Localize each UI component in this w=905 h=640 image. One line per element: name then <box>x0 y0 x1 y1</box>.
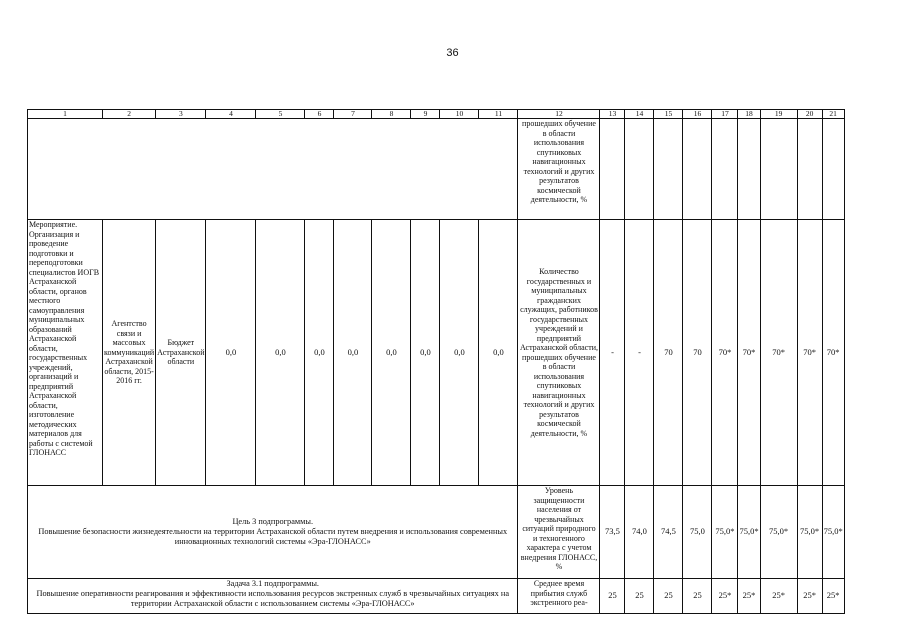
indicator-cell: Уровень защищенности населения от чрезвычайных ситуаций природного и техногенного характера с учетом внедрения ГЛОНАСС, % <box>518 486 600 579</box>
column-number-cell: 7 <box>334 110 372 119</box>
table-row <box>28 486 845 579</box>
funding-source-cell: Бюджет Астраханской области <box>156 220 206 486</box>
column-number-cell: 19 <box>760 110 797 119</box>
column-number-cell: 21 <box>822 110 844 119</box>
column-number-cell: 4 <box>206 110 256 119</box>
column-number-cell: 3 <box>156 110 206 119</box>
column-number-cell: 5 <box>256 110 305 119</box>
empty-cell <box>683 119 712 220</box>
indicator-value-cell: 75,0* <box>712 486 738 579</box>
indicator-value-cell: 25 <box>654 579 683 614</box>
indicator-value-cell: 70 <box>683 220 712 486</box>
indicator-value-cell: 70* <box>760 220 797 486</box>
task-cell <box>28 579 518 614</box>
column-number-cell: 20 <box>797 110 822 119</box>
column-number-cell: 13 <box>600 110 625 119</box>
column-number-cell: 15 <box>654 110 683 119</box>
column-number-cell: 17 <box>712 110 738 119</box>
column-number-row <box>28 110 845 119</box>
indicator-cell: Количество государственных и муниципальных гражданских служащих, работников государственных учреждений и предприятий Астраханской области, прошедших обучение в области использования спутниковых навигационных технологий и других результатов космической деятельности, % <box>518 220 600 486</box>
indicator-value-cell: 70* <box>738 220 760 486</box>
indicator-cell: Среднее время прибытия служб экстренного реа- <box>518 579 600 614</box>
table-row <box>28 119 845 220</box>
empty-cell <box>760 119 797 220</box>
page-number: 36 <box>446 47 459 59</box>
indicator-value-cell: 25* <box>822 579 844 614</box>
funding-value-cell: 0,0 <box>411 220 440 486</box>
task-title: Задача 3.1 подпрограммы. <box>226 579 319 588</box>
column-number-cell: 18 <box>738 110 760 119</box>
indicator-value-cell: 75,0* <box>760 486 797 579</box>
empty-cell <box>625 119 654 220</box>
indicator-value-cell: 73,5 <box>600 486 625 579</box>
funding-value-cell: 0,0 <box>256 220 305 486</box>
column-number-cell: 10 <box>440 110 479 119</box>
indicator-value-cell: 70 <box>654 220 683 486</box>
column-number-cell: 11 <box>479 110 518 119</box>
empty-cell <box>797 119 822 220</box>
indicator-value-cell: 74,5 <box>654 486 683 579</box>
column-number-cell: 8 <box>372 110 411 119</box>
column-number-cell: 9 <box>411 110 440 119</box>
indicators-table <box>27 109 845 614</box>
indicator-value-cell: 74,0 <box>625 486 654 579</box>
indicator-value-cell: 25 <box>683 579 712 614</box>
goal-text: Повышение безопасности жизнедеятельности на территории Астраханской области путем внедрения и использования современных инновационных технологий системы «Эра-ГЛОНАСС» <box>38 527 508 546</box>
table-row <box>28 579 845 614</box>
indicator-value-cell: 70* <box>822 220 844 486</box>
column-number-cell: 6 <box>305 110 334 119</box>
funding-value-cell: 0,0 <box>440 220 479 486</box>
task-text: Повышение оперативности реагирования и эффективности использования ресурсов экстренных служб в чрезвычайных ситуациях на территории Астраханской области с использованием системы «Эра-ГЛОНАСС» <box>36 589 510 608</box>
funding-value-cell: 0,0 <box>372 220 411 486</box>
event-description-cell: Мероприятие. Организация и проведение подготовки и переподготовки специалистов ИОГВ Астраханской области, органов местного самоуправления муниципальных образований Астраханской области, государственных учреждений, организаций и предприятий Астраханской области, изготовление методических материалов для работы с системой ГЛОНАСС <box>28 220 103 486</box>
indicator-value-cell: 75,0 <box>683 486 712 579</box>
empty-cell <box>654 119 683 220</box>
column-number-cell: 2 <box>103 110 156 119</box>
funding-value-cell: 0,0 <box>479 220 518 486</box>
empty-cell <box>822 119 844 220</box>
indicator-value-cell: 75,0* <box>738 486 760 579</box>
indicator-cell: прошедших обучение в области использования спутниковых навигационных технологий и других результатов космической деятельности, % <box>518 119 600 220</box>
funding-value-cell: 0,0 <box>206 220 256 486</box>
empty-cell <box>712 119 738 220</box>
indicator-value-cell: 75,0* <box>797 486 822 579</box>
indicator-value-cell: 25* <box>797 579 822 614</box>
empty-cell <box>28 119 518 220</box>
column-number-cell: 16 <box>683 110 712 119</box>
indicator-value-cell: - <box>625 220 654 486</box>
column-number-cell: 14 <box>625 110 654 119</box>
indicator-value-cell: 25 <box>625 579 654 614</box>
indicator-value-cell: - <box>600 220 625 486</box>
empty-cell <box>738 119 760 220</box>
indicator-value-cell: 25* <box>738 579 760 614</box>
indicator-value-cell: 75,0* <box>822 486 844 579</box>
column-number-cell: 1 <box>28 110 103 119</box>
indicator-value-cell: 70* <box>712 220 738 486</box>
table-row <box>28 220 845 486</box>
indicator-value-cell: 25 <box>600 579 625 614</box>
funding-value-cell: 0,0 <box>334 220 372 486</box>
goal-cell <box>28 486 518 579</box>
indicator-value-cell: 25* <box>712 579 738 614</box>
executor-cell: Агентство связи и массовых коммуникаций Астраханской области, 2015-2016 гг. <box>103 220 156 486</box>
empty-cell <box>600 119 625 220</box>
funding-value-cell: 0,0 <box>305 220 334 486</box>
indicator-value-cell: 25* <box>760 579 797 614</box>
indicator-value-cell: 70* <box>797 220 822 486</box>
column-number-cell: 12 <box>518 110 600 119</box>
goal-title: Цель 3 подпрограммы. <box>232 517 314 526</box>
